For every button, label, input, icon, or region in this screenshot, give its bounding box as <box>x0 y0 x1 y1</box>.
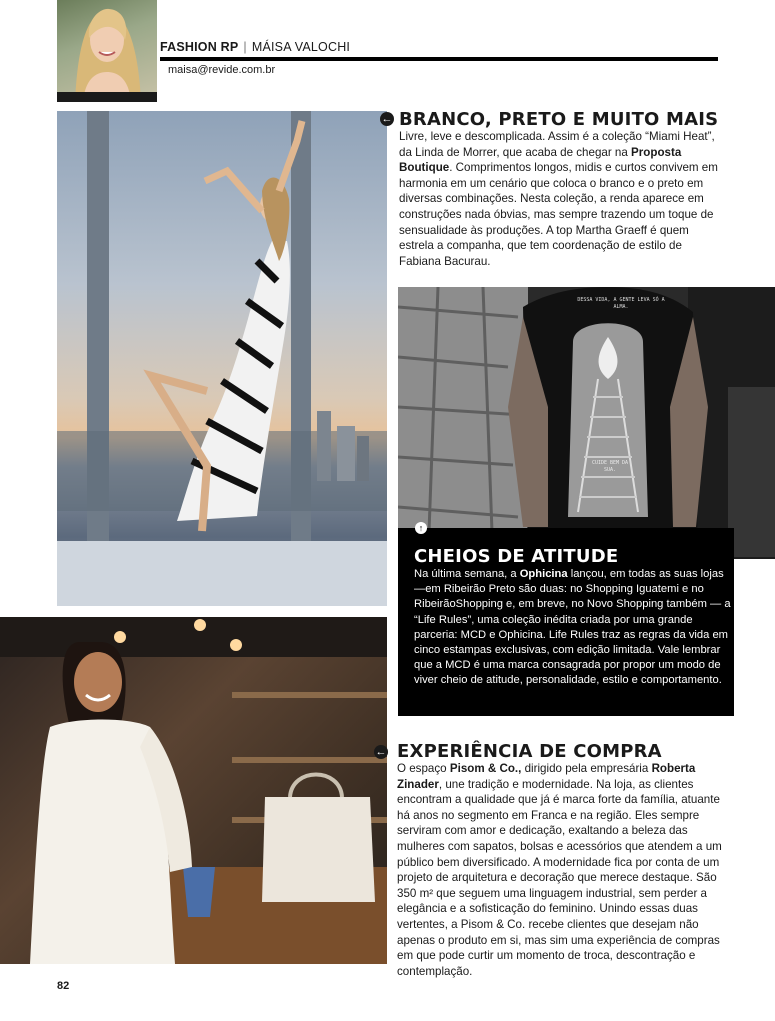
page-number: 82 <box>57 980 70 992</box>
arrow-left-icon: ← <box>375 746 387 758</box>
section-name: FASHION RP <box>160 40 239 54</box>
section-line <box>160 40 350 54</box>
article1-title: BRANCO, PRETO E MUITO MAIS <box>399 109 719 130</box>
article3-title: EXPERIÊNCIA DE COMPRA <box>397 741 662 762</box>
article2-title: CHEIOS DE ATITUDE <box>414 546 619 567</box>
arrow-left-icon: ← <box>381 113 393 125</box>
article3-text-b: dirigido pela empresária <box>521 762 652 775</box>
article2-text-a: Na última semana, a <box>414 568 520 580</box>
arrow-up-icon: ↑ <box>415 522 427 534</box>
tshirt-top-text: DESSA VIDA, A GENTE LEVA SÓ A ALMA. <box>577 297 665 310</box>
header-separator: | <box>243 40 247 54</box>
article1-brand: Proposta Boutique <box>399 145 682 175</box>
store-photo <box>0 617 387 964</box>
columnist-email[interactable]: maisa@revide.com.br <box>168 64 276 76</box>
article1-text-a: Livre, leve e descomplicada. Assim é a coleção “Miami Heat”, da Linda de Morrer, que acaba de chegar na <box>399 130 715 159</box>
article1-body <box>399 129 721 269</box>
model-photo <box>57 111 387 606</box>
header-rule <box>160 57 718 61</box>
article1-text-b: . Comprimentos longos, midis e curtos convivem em harmonia em um cenário que coloca o branco e o preto em diversas combinações. Nesta coleção, a renda aparece em construções nada óbvias, mas sempre trazendo um toque de sensualidade às produções. A top Martha Graeff é quem estrela a companha, que tem coordenação de estilo de Fabiana Bacurau. <box>399 161 718 268</box>
article2-brand: Ophicina <box>519 568 568 580</box>
article3-text-a: O espaço <box>397 762 450 775</box>
tshirt-bottom-text: CUIDE BEM DA SUA. <box>591 460 629 473</box>
columnist-photo <box>57 0 157 102</box>
article2-text-b: lançou, em todas as suas lojas —em Ribeirão Preto são duas: no Shopping Iguatemi e no RibeirãoShopping e, em breve, no Novo Shopping também — a “Life Rules”, uma coleção inédita criada por uma grande parceria: MCD e Ophicina. Life Rules traz as regras da vida em cinco estampas exclusivas, com edição limitada. Vale lembrar que a MCD é uma marca consagrada por propor um modo de viver cheio de atitude, personalidade, estilo e comportamento. <box>414 568 731 687</box>
article2-body <box>414 567 734 689</box>
tshirt-photo <box>398 287 775 559</box>
article3-text-c: , une tradição e modernidade. Na loja, as clientes encontram a qualidade que já é marca forte da família, atuante há anos no segmento em Franca e na região. Eles sempre serviram com amor e dedicação, exaltando a beleza das mulheres com sapatos, bolsas e acessórios que atendem a um público bem diversificado. A modernidade fica por conta de um projeto de arquitetura e decoração que merece destaque. São 350 m² que seguem uma linguagem industrial, sem perder a elegância e a sofisticação do feminino. Unindo essas duas vertentes, a Pisom & Co. recebe clientes que desejam não apenas o produto em si, mas sim uma experiência de compras em que pode curtir um momento de troca, descontração e contemplação. <box>397 777 722 978</box>
columnist-name: MÁISA VALOCHI <box>251 40 351 54</box>
article3-owner: Roberta Zinader <box>397 762 696 791</box>
article3-brand: Pisom & Co., <box>449 762 522 775</box>
article3-body <box>397 761 727 979</box>
